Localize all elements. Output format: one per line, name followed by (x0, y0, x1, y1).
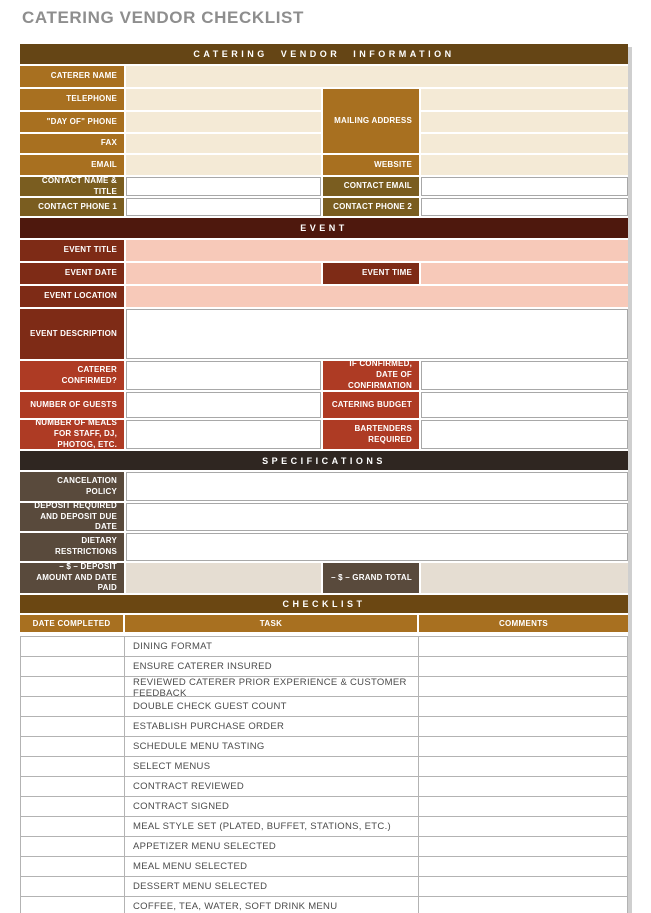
input-cancelation-policy[interactable] (126, 472, 628, 501)
input-dietary-restrictions[interactable] (126, 533, 628, 561)
date-completed-cell[interactable] (20, 797, 125, 816)
label-deposit-amount: – $ – DEPOSIT AMOUNT AND DATE PAID (20, 563, 124, 593)
task-cell: DINING FORMAT (125, 637, 419, 656)
input-mailing-address-1[interactable] (421, 89, 628, 110)
checklist-row (20, 777, 628, 797)
column-header-comments: COMMENTS (419, 615, 628, 632)
checklist-row (20, 897, 628, 913)
input-telephone[interactable] (126, 89, 321, 110)
comments-cell[interactable] (419, 837, 628, 856)
label-contact-phone-1: CONTACT PHONE 1 (20, 198, 124, 216)
task-cell: DOUBLE CHECK GUEST COUNT (125, 697, 419, 716)
task-cell: COFFEE, TEA, WATER, SOFT DRINK MENU (125, 897, 419, 913)
page-title: CATERING VENDOR CHECKLIST (22, 8, 304, 27)
date-completed-cell[interactable] (20, 777, 125, 796)
input-fax[interactable] (126, 134, 321, 153)
label-grand-total: – $ – GRAND TOTAL (323, 563, 419, 593)
input-bartenders-required[interactable] (421, 420, 628, 449)
label-event-date: EVENT DATE (20, 263, 124, 284)
input-contact-email[interactable] (421, 177, 628, 196)
date-completed-cell[interactable] (20, 857, 125, 876)
comments-cell[interactable] (419, 897, 628, 913)
date-completed-cell[interactable] (20, 737, 125, 756)
label-number-of-meals: NUMBER OF MEALS FOR STAFF, DJ, PHOTOG, ETC. (20, 420, 124, 449)
label-event-description: EVENT DESCRIPTION (20, 309, 124, 359)
input-event-title[interactable] (126, 240, 628, 261)
input-deposit-amount[interactable] (126, 563, 321, 593)
label-deposit-required: DEPOSIT REQUIRED AND DEPOSIT DUE DATE (20, 503, 124, 531)
label-dietary-restrictions: DIETARY RESTRICTIONS (20, 533, 124, 561)
comments-cell[interactable] (419, 637, 628, 656)
section-header-checklist: CHECKLIST (20, 595, 628, 613)
specifications-grid (20, 472, 628, 593)
section-header-vendor-information: CATERING VENDOR INFORMATION (20, 44, 628, 64)
comments-cell[interactable] (419, 717, 628, 736)
event-grid (20, 240, 628, 449)
comments-cell[interactable] (419, 817, 628, 836)
input-event-time[interactable] (421, 263, 628, 284)
checklist-row (20, 677, 628, 697)
input-event-description[interactable] (126, 309, 628, 359)
checklist-row (20, 737, 628, 757)
comments-cell[interactable] (419, 877, 628, 896)
input-if-confirmed-date[interactable] (421, 361, 628, 390)
input-number-of-meals[interactable] (126, 420, 321, 449)
checklist-row (20, 717, 628, 737)
task-cell: APPETIZER MENU SELECTED (125, 837, 419, 856)
task-cell: DESSERT MENU SELECTED (125, 877, 419, 896)
checklist-row (20, 877, 628, 897)
date-completed-cell[interactable] (20, 877, 125, 896)
label-caterer-confirmed: CATERER CONFIRMED? (20, 361, 124, 390)
date-completed-cell[interactable] (20, 817, 125, 836)
section-header-event: EVENT (20, 218, 628, 238)
task-cell: REVIEWED CATERER PRIOR EXPERIENCE & CUSTOMER FEEDBACK (125, 677, 419, 699)
checklist-row (20, 657, 628, 677)
label-catering-budget: CATERING BUDGET (323, 392, 419, 418)
input-day-of-phone[interactable] (126, 112, 321, 132)
input-caterer-name[interactable] (126, 66, 628, 87)
task-cell: MEAL MENU SELECTED (125, 857, 419, 876)
date-completed-cell[interactable] (20, 637, 125, 656)
input-mailing-address-2[interactable] (421, 112, 628, 132)
comments-cell[interactable] (419, 737, 628, 756)
label-caterer-name: CATERER NAME (20, 66, 124, 87)
label-contact-phone-2: CONTACT PHONE 2 (323, 198, 419, 216)
label-mailing-address: MAILING ADDRESS (323, 89, 419, 153)
date-completed-cell[interactable] (20, 837, 125, 856)
task-cell: MEAL STYLE SET (PLATED, BUFFET, STATIONS, ETC.) (125, 817, 419, 836)
checklist-body (20, 636, 628, 913)
date-completed-cell[interactable] (20, 717, 125, 736)
date-completed-cell[interactable] (20, 897, 125, 913)
task-cell: SELECT MENUS (125, 757, 419, 776)
input-number-of-guests[interactable] (126, 392, 321, 418)
label-email: EMAIL (20, 155, 124, 175)
label-bartenders-required: BARTENDERS REQUIRED (323, 420, 419, 449)
label-contact-email: CONTACT EMAIL (323, 177, 419, 196)
label-if-confirmed-date: IF CONFIRMED, DATE OF CONFIRMATION (323, 361, 419, 390)
date-completed-cell[interactable] (20, 677, 125, 699)
comments-cell[interactable] (419, 757, 628, 776)
checklist-row (20, 857, 628, 877)
comments-cell[interactable] (419, 697, 628, 716)
label-contact-name-title: CONTACT NAME & TITLE (20, 177, 124, 196)
checklist-row (20, 697, 628, 717)
comments-cell[interactable] (419, 657, 628, 676)
section-header-specifications: SPECIFICATIONS (20, 451, 628, 470)
input-contact-phone-1[interactable] (126, 198, 321, 216)
column-header-date-completed: DATE COMPLETED (20, 615, 125, 632)
label-event-time: EVENT TIME (323, 263, 419, 284)
checklist-row (20, 757, 628, 777)
checklist-row (20, 797, 628, 817)
input-deposit-required[interactable] (126, 503, 628, 531)
date-completed-cell[interactable] (20, 757, 125, 776)
input-caterer-confirmed[interactable] (126, 361, 321, 390)
label-website: WEBSITE (323, 155, 419, 175)
label-number-of-guests: NUMBER OF GUESTS (20, 392, 124, 418)
comments-cell[interactable] (419, 777, 628, 796)
checklist-row (20, 637, 628, 657)
input-contact-phone-2[interactable] (421, 198, 628, 216)
input-contact-name-title[interactable] (126, 177, 321, 196)
label-event-location: EVENT LOCATION (20, 286, 124, 307)
task-cell: CONTRACT REVIEWED (125, 777, 419, 796)
task-cell: ESTABLISH PURCHASE ORDER (125, 717, 419, 736)
label-cancelation-policy: CANCELATION POLICY (20, 472, 124, 501)
task-cell: SCHEDULE MENU TASTING (125, 737, 419, 756)
label-fax: FAX (20, 134, 124, 153)
label-event-title: EVENT TITLE (20, 240, 124, 261)
input-catering-budget[interactable] (421, 392, 628, 418)
checklist-column-headers (20, 615, 628, 632)
checklist-row (20, 837, 628, 857)
input-grand-total[interactable] (421, 563, 628, 593)
task-cell: ENSURE CATERER INSURED (125, 657, 419, 676)
date-completed-cell[interactable] (20, 697, 125, 716)
comments-cell[interactable] (419, 857, 628, 876)
input-event-location[interactable] (126, 286, 628, 307)
comments-cell[interactable] (419, 797, 628, 816)
catering-vendor-checklist-sheet (20, 44, 628, 913)
label-telephone: TELEPHONE (20, 89, 124, 110)
input-mailing-address-3[interactable] (421, 134, 628, 153)
task-cell: CONTRACT SIGNED (125, 797, 419, 816)
label-day-of-phone: "DAY OF" PHONE (20, 112, 124, 132)
date-completed-cell[interactable] (20, 657, 125, 676)
input-event-date[interactable] (126, 263, 321, 284)
column-header-task: TASK (125, 615, 419, 632)
input-website[interactable] (421, 155, 628, 175)
vendor-information-grid (20, 66, 628, 216)
comments-cell[interactable] (419, 677, 628, 699)
input-email[interactable] (126, 155, 321, 175)
checklist-row (20, 817, 628, 837)
